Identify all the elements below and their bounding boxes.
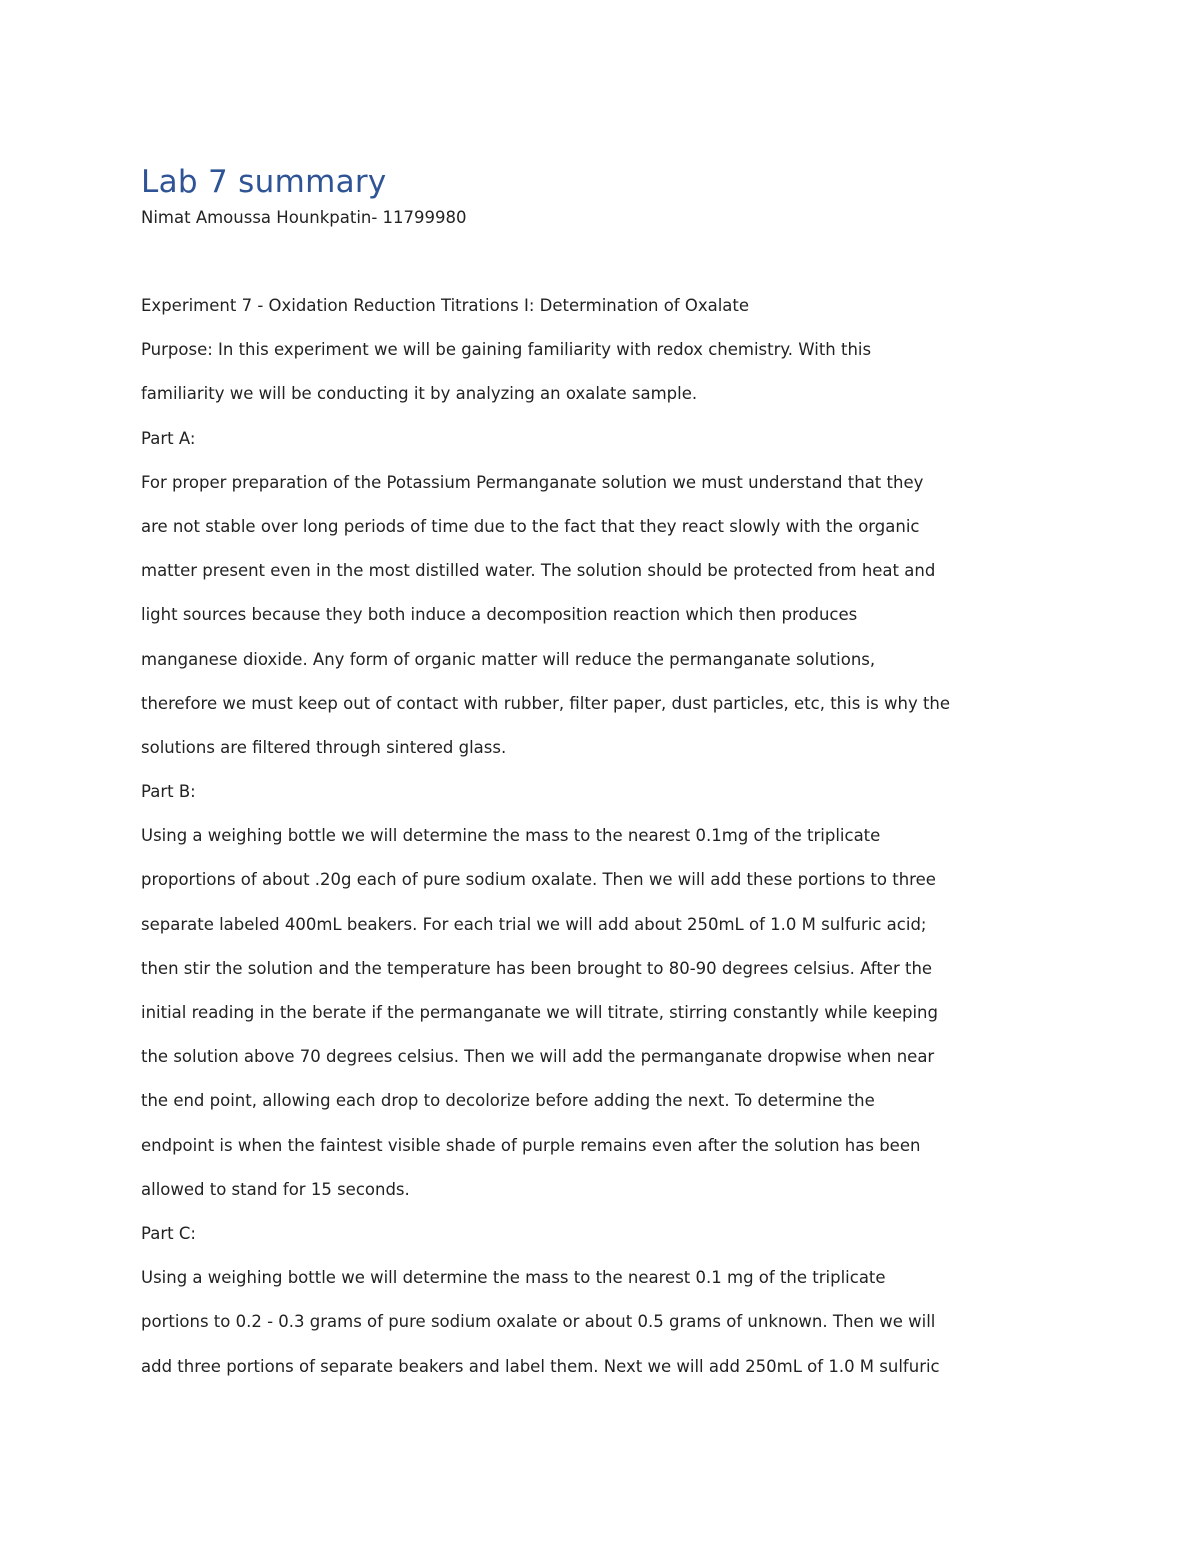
- purpose-line: Purpose: In this experiment we will be gaining familiarity with redox chemistry. With this: [141, 340, 872, 360]
- part-b-line: proportions of about .20g each of pure sodium oxalate. Then we will add these portions to three: [141, 870, 936, 890]
- part-c-line: add three portions of separate beakers and label them. Next we will add 250mL of 1.0 M sulfuric: [141, 1356, 940, 1376]
- author-line: Nimat Amoussa Hounkpatin- 11799980: [141, 208, 467, 227]
- part-a-line: For proper preparation of the Potassium Permanganate solution we must understand that they: [141, 472, 924, 492]
- part-b-line: allowed to stand for 15 seconds.: [141, 1179, 410, 1199]
- part-b-line: separate labeled 400mL beakers. For each trial we will add about 250mL of 1.0 M sulfuric acid;: [141, 914, 927, 934]
- document-title: Lab 7 summary: [141, 164, 387, 200]
- part-a-line: light sources because they both induce a decomposition reaction which then produces: [141, 605, 858, 625]
- part-a-line: therefore we must keep out of contact with rubber, filter paper, dust particles, etc, this is why the: [141, 693, 951, 713]
- part-a-line: manganese dioxide. Any form of organic matter will reduce the permanganate solutions,: [141, 649, 876, 669]
- part-b-line: initial reading in the berate if the permanganate we will titrate, stirring constantly while keeping: [141, 1003, 938, 1022]
- part-b-line: Using a weighing bottle we will determine the mass to the nearest 0.1mg of the triplicate: [141, 826, 881, 846]
- part-c-heading: Part C:: [141, 1223, 196, 1243]
- part-a-line: are not stable over long periods of time due to the fact that they react slowly with the organic: [141, 516, 920, 536]
- part-b-line: the end point, allowing each drop to decolorize before adding the next. To determine the: [141, 1091, 875, 1111]
- purpose-line: familiarity we will be conducting it by analyzing an oxalate sample.: [141, 384, 698, 404]
- document-body: [141, 290, 1001, 1395]
- part-c-line: portions to 0.2 - 0.3 grams of pure sodium oxalate or about 0.5 grams of unknown. Then we will: [141, 1312, 936, 1332]
- part-b-line: then stir the solution and the temperature has been brought to 80-90 degrees celsius. After the: [141, 958, 933, 978]
- part-c-line: Using a weighing bottle we will determine the mass to the nearest 0.1 mg of the triplicate: [141, 1268, 886, 1288]
- part-b-heading: Part B:: [141, 782, 196, 802]
- part-a-line: matter present even in the most distilled water. The solution should be protected from heat and: [141, 561, 936, 581]
- part-b-line: the solution above 70 degrees celsius. Then we will add the permanganate dropwise when near: [141, 1047, 935, 1067]
- part-a-heading: Part A:: [141, 428, 196, 448]
- part-b-line: endpoint is when the faintest visible shade of purple remains even after the solution has been: [141, 1135, 921, 1155]
- experiment-heading: Experiment 7 - Oxidation Reduction Titrations I: Determination of Oxalate: [141, 296, 750, 315]
- part-a-line: solutions are filtered through sintered glass.: [141, 737, 507, 757]
